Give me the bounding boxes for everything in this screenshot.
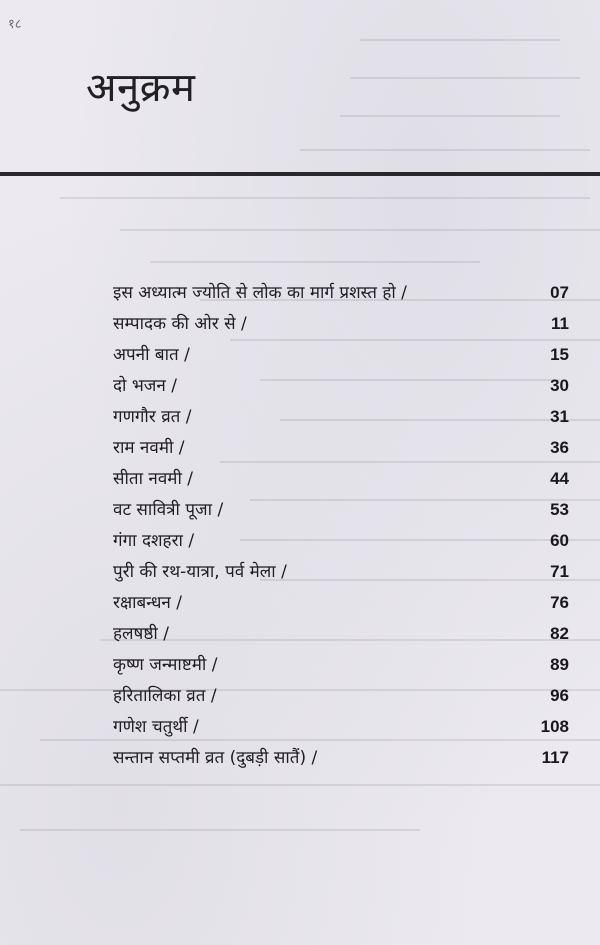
toc-entry [113,683,569,714]
toc-entry [113,621,569,652]
toc-entry-title: दो भजन / [113,376,177,396]
page-number: १८ [8,17,22,32]
toc-entry-title: अपनी बात / [113,345,190,365]
toc-entry [113,528,569,559]
toc-entry-title: इस अध्यात्म ज्योति से लोक का मार्ग प्रशस्त हो / [113,283,407,303]
toc-entry-title: हलषष्ठी / [113,624,169,644]
toc-entry-page-number: 108 [540,717,569,736]
heading-divider [0,172,600,176]
toc-entry [113,590,569,621]
toc-entry [113,280,569,311]
toc-entry-page-number: 53 [550,500,569,519]
toc-entry-page-number: 07 [550,283,569,302]
toc-entry-title: कृष्ण जन्माष्टमी / [113,655,218,675]
toc-entry-page-number: 60 [550,531,569,550]
toc-entry-page-number: 89 [550,655,569,674]
toc-entry-title: गणेश चतुर्थी / [113,717,199,737]
toc-entry-page-number: 11 [551,314,569,333]
toc-entry-page-number: 76 [550,593,569,612]
toc-entry-title: पुरी की रथ-यात्रा, पर्व मेला / [113,562,287,582]
toc-entry-title: हरितालिका व्रत / [113,686,217,706]
table-of-contents [113,280,569,776]
toc-entry [113,435,569,466]
toc-entry-title: वट सावित्री पूजा / [113,500,224,520]
toc-entry-page-number: 44 [550,469,569,488]
toc-entry [113,497,569,528]
toc-entry-page-number: 71 [550,562,569,581]
toc-entry-title: सन्तान सप्तमी व्रत (दुबड़ी सातैं) / [113,748,318,768]
toc-entry-title: सीता नवमी / [113,469,193,489]
toc-entry-page-number: 36 [550,438,569,457]
toc-entry-page-number: 82 [550,624,569,643]
toc-entry-title: रक्षाबन्धन / [113,593,182,613]
toc-entry [113,745,569,776]
toc-entry-page-number: 15 [550,345,569,364]
toc-entry [113,559,569,590]
toc-entry [113,714,569,745]
toc-entry-page-number: 31 [550,407,569,426]
toc-entry-page-number: 96 [550,686,569,705]
toc-entry [113,311,569,342]
toc-entry-title: राम नवमी / [113,438,185,458]
toc-entry [113,652,569,683]
toc-entry [113,342,569,373]
toc-entry-page-number: 30 [550,376,569,395]
toc-entry-page-number: 117 [541,748,569,767]
page-title: अनुक्रम [86,65,196,111]
toc-entry [113,373,569,404]
toc-entry-title: गंगा दशहरा / [113,531,195,551]
toc-entry [113,466,569,497]
toc-entry-title: सम्पादक की ओर से / [113,314,247,334]
toc-entry [113,404,569,435]
toc-entry-title: गणगौर व्रत / [113,407,192,427]
